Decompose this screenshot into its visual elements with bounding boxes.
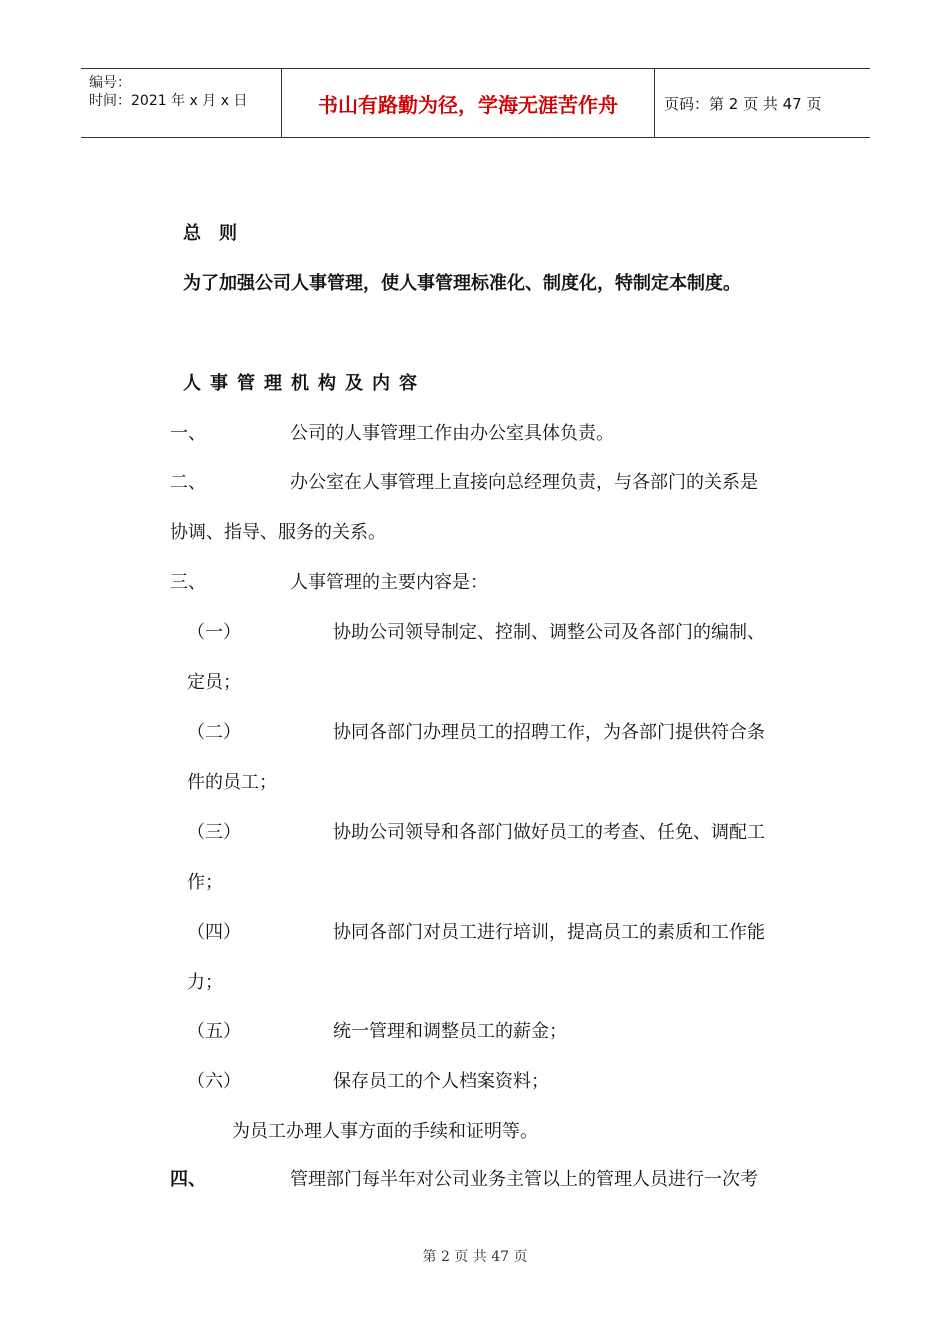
item-marker: 二、 bbox=[170, 472, 206, 493]
item-text: 管理部门每半年对公司业务主管以上的管理人员进行一次考 bbox=[290, 1169, 758, 1190]
subitem-continuation: 作； bbox=[187, 872, 223, 893]
extra-paragraph: 为员工办理人事方面的手续和证明等。 bbox=[232, 1121, 538, 1142]
page-info: 页码：第 2 页 共 47 页 bbox=[664, 94, 822, 113]
subitem-text: 协助公司领导制定、控制、调整公司及各部门的编制、 bbox=[333, 622, 765, 643]
header-page-cell bbox=[654, 69, 870, 137]
subitem-marker: （三） bbox=[187, 822, 241, 843]
item-continuation: 协调、指导、服务的关系。 bbox=[170, 522, 386, 543]
item-marker: 四、 bbox=[170, 1169, 206, 1190]
item-marker: 三、 bbox=[170, 572, 206, 593]
number-label: 编号： bbox=[89, 75, 131, 91]
item-marker: 一、 bbox=[170, 423, 206, 444]
section-title-hr: 人事管理机构及内容 bbox=[183, 373, 426, 394]
subitem-continuation: 定员； bbox=[187, 672, 241, 693]
subitem-continuation: 件的员工； bbox=[187, 772, 277, 793]
subitem-text: 协助公司领导和各部门做好员工的考查、任免、调配工 bbox=[333, 822, 765, 843]
intro-paragraph: 为了加强公司人事管理，使人事管理标准化、制度化，特制定本制度。 bbox=[183, 273, 741, 294]
page-footer: 第 2 页 共 47 页 bbox=[422, 1249, 528, 1265]
subitem-marker: （二） bbox=[187, 722, 241, 743]
subitem-marker: （四） bbox=[187, 922, 241, 943]
subitem-marker: （六） bbox=[187, 1071, 241, 1092]
header-motto-cell bbox=[281, 69, 655, 137]
subitem-continuation: 力； bbox=[187, 972, 223, 993]
subitem-marker: （五） bbox=[187, 1021, 241, 1042]
subitem-text: 保存员工的个人档案资料； bbox=[333, 1071, 549, 1092]
document-header bbox=[81, 68, 870, 138]
subitem-text: 协同各部门办理员工的招聘工作，为各部门提供符合条 bbox=[333, 722, 765, 743]
subitem-text: 统一管理和调整员工的薪金； bbox=[333, 1021, 567, 1042]
subitem-marker: （一） bbox=[187, 622, 241, 643]
item-text: 办公室在人事管理上直接向总经理负责，与各部门的关系是 bbox=[290, 472, 758, 493]
item-text: 人事管理的主要内容是： bbox=[290, 572, 488, 593]
item-text: 公司的人事管理工作由办公室具体负责。 bbox=[290, 423, 614, 444]
time-label: 时间：2021 年 x 月 x 日 bbox=[89, 93, 248, 109]
motto: 书山有路勤为径，学海无涯苦作舟 bbox=[318, 92, 618, 117]
section-title-general: 总 则 bbox=[183, 223, 237, 244]
header-meta-cell bbox=[81, 69, 281, 137]
subitem-text: 协同各部门对员工进行培训，提高员工的素质和工作能 bbox=[333, 922, 765, 943]
